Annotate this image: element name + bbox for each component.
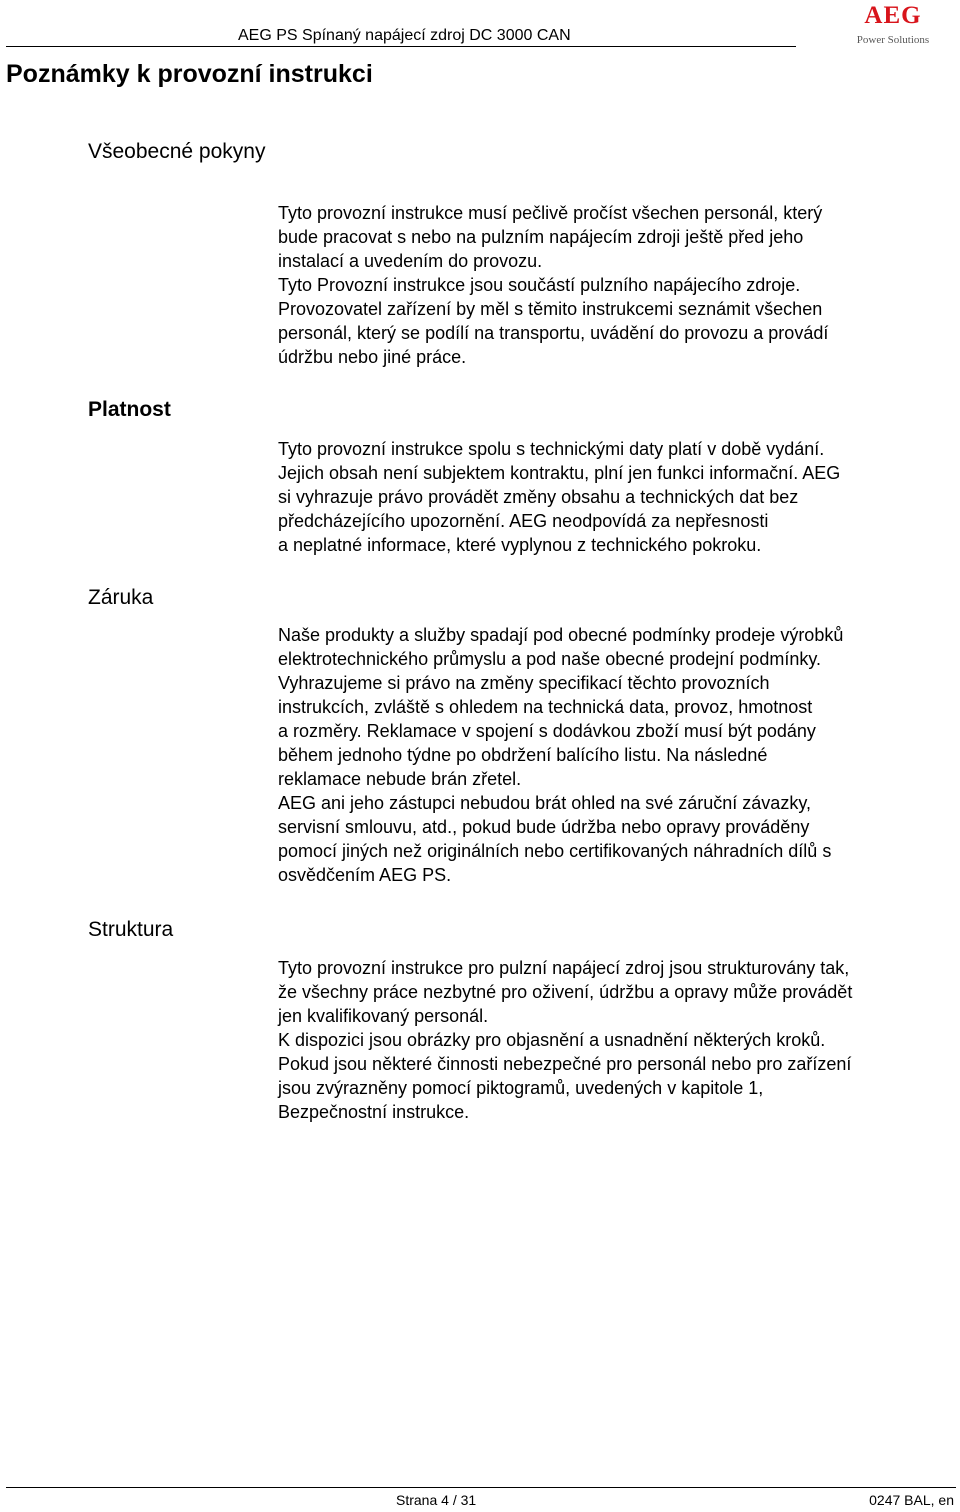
page-number: Strana 4 / 31 (396, 1492, 477, 1508)
text-line: Tyto provozní instrukce spolu s technickými daty platí v době vydání. (278, 439, 825, 459)
text-line: a rozměry. Reklamace v spojení s dodávkou zboží musí být podány (278, 721, 816, 741)
text-line: že všechny práce nezbytné pro oživení, údržbu a opravy může provádět (278, 982, 853, 1002)
text-line: pomocí jiných než originálních nebo certifikovaných náhradních dílů s (278, 841, 832, 861)
text-line: během jednoho týdne po obdržení balícího listu. Na následné (278, 745, 768, 765)
text-line: bude pracovat s nebo na pulzním napájecím zdroji ještě před jeho (278, 227, 804, 247)
text-line: předcházejícího upozornění. AEG neodpovídá za nepřesnosti (278, 511, 769, 531)
text-line: Tyto provozní instrukce musí pečlivě pročíst všechen personál, který (278, 203, 823, 223)
text-line: jen kvalifikovaný personál. (278, 1006, 489, 1026)
text-line: si vyhrazuje právo provádět změny obsahu a technických dat bez (278, 487, 799, 507)
text-line: Tyto Provozní instrukce jsou součástí pulzního napájecího zdroje. (278, 275, 801, 295)
text-line: elektrotechnického průmyslu a pod naše obecné prodejní podmínky. (278, 649, 821, 669)
text-line: K dispozici jsou obrázky pro objasnění a usnadnění některých kroků. (278, 1030, 826, 1050)
paragraph-warranty (278, 623, 958, 887)
heading-general: Všeobecné pokyny (88, 140, 266, 163)
text-line: Naše produkty a služby spadají pod obecné podmínky prodeje výrobků (278, 625, 844, 645)
paragraph-structure (278, 956, 958, 1124)
aeg-logo (848, 4, 938, 46)
heading-warranty: Záruka (88, 586, 154, 609)
text-line: osvědčením AEG PS. (278, 865, 452, 885)
text-line: Bezpečnostní instrukce. (278, 1102, 470, 1122)
paragraph-general (278, 201, 958, 369)
document-id: 0247 BAL, en (869, 1492, 954, 1508)
text-line: instalací a uvedením do provozu. (278, 251, 543, 271)
text-line: Provozovatel zařízení by měl s těmito instrukcemi seznámit všechen (278, 299, 823, 319)
text-line: údržbu nebo jiné práce. (278, 347, 467, 367)
text-line: AEG ani jeho zástupci nebudou brát ohled na své záruční závazky, (278, 793, 811, 813)
text-line: servisní smlouvu, atd., pokud bude údržba nebo opravy prováděny (278, 817, 810, 837)
footer-divider (6, 1487, 956, 1488)
text-line: Tyto provozní instrukce pro pulzní napájecí zdroj jsou strukturovány tak, (278, 958, 850, 978)
text-line: Pokud jsou některé činnosti nebezpečné pro personál nebo pro zařízení (278, 1054, 852, 1074)
text-line: jsou zvýrazněny pomocí piktogramů, uvedených v kapitole 1, (278, 1078, 764, 1098)
text-line: instrukcích, zvláště s ohledem na technická data, provoz, hmotnost (278, 697, 813, 717)
text-line: Vyhrazujeme si právo na změny specifikací těchto provozních (278, 673, 770, 693)
page-title: Poznámky k provozní instrukci (6, 60, 373, 88)
text-line: Jejich obsah není subjektem kontraktu, plní jen funkci informační. AEG (278, 463, 841, 483)
heading-structure: Struktura (88, 918, 174, 941)
logo-subtext: Power Solutions (856, 34, 930, 46)
header-divider (6, 46, 796, 47)
text-line: reklamace nebude brán zřetel. (278, 769, 522, 789)
logo-wordmark: AEG (864, 2, 922, 29)
heading-validity: Platnost (88, 398, 171, 421)
text-line: a neplatné informace, které vyplynou z technického pokroku. (278, 535, 762, 555)
document-title: AEG PS Spínaný napájecí zdroj DC 3000 CAN (238, 27, 571, 44)
paragraph-validity (278, 437, 958, 557)
text-line: personál, který se podílí na transportu, uvádění do provozu a provádí (278, 323, 829, 343)
